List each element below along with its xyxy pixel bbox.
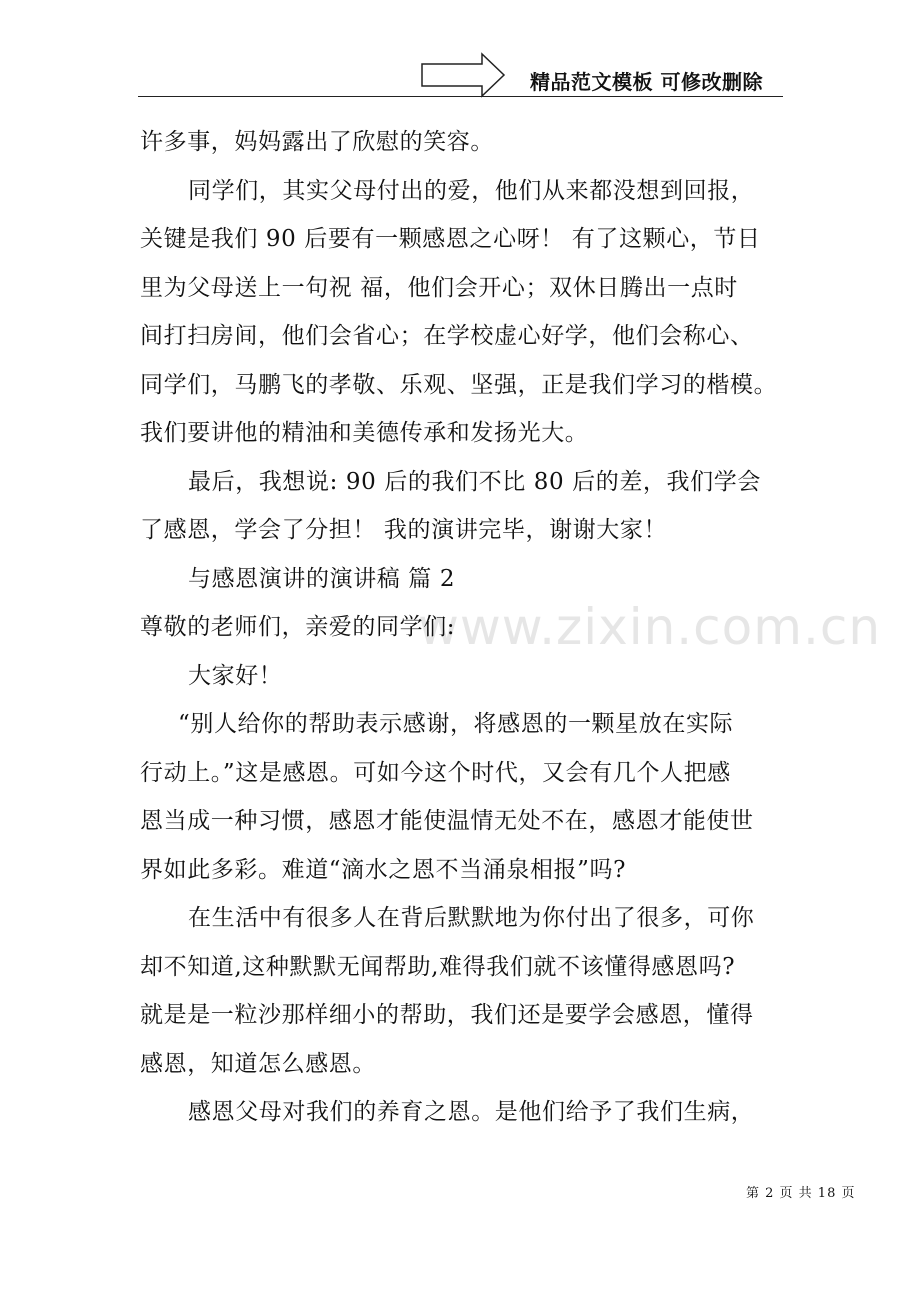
text-line: 感恩父母对我们的养育之恩。是他们给予了我们生病，: [188, 1099, 755, 1125]
text-line: 恩当成一种习惯，感恩才能使温情无处不在，感恩才能使世: [140, 808, 754, 834]
page-header: [0, 0, 920, 100]
text-line: 里为父母送上一句祝 福，他们会开心；双休日腾出一点时: [140, 274, 738, 301]
text-line: 间打扫房间，他们会省心；在学校虚心好学，他们会称心、: [140, 323, 754, 349]
text-line: 感恩，知道怎么感恩。: [140, 1050, 376, 1077]
arrow-right-icon: [420, 52, 506, 98]
text-line: 行动上。”这是感恩。可如今这个时代，又会有几个人把感: [140, 759, 731, 786]
section-heading: 与感恩演讲的演讲稿 篇 2: [188, 565, 456, 592]
watermark: www.zixin.com.cn: [418, 598, 882, 656]
text-line: 却不知道,这种默默无闻帮助,难得我们就不该懂得感恩吗?: [140, 953, 736, 980]
greeting: 大家好！: [188, 662, 283, 689]
text-line: 就是是一粒沙那样细小的帮助，我们还是要学会感恩，懂得: [140, 1002, 754, 1028]
text-line: 同学们，马鹏飞的孝敬、乐观、坚强，正是我们学习的楷模。: [140, 371, 778, 398]
text-line: 界如此多彩。难道“滴水之恩不当涌泉相报”吗?: [140, 856, 627, 883]
text-line: 许多事，妈妈露出了欣慰的笑容。: [140, 129, 494, 155]
text-line: “别人给你的帮助表示感谢，将感恩的一颗星放在实际: [178, 711, 734, 737]
text-line: 最后，我想说: 90 后的我们不比 80 后的差，我们学会: [188, 468, 761, 495]
text-line: 在生活中有很多人在背后默默地为你付出了很多，可你: [188, 905, 755, 931]
header-divider: [138, 96, 783, 97]
header-title: 精品范文模板 可修改删除: [530, 70, 763, 94]
salutation: 尊敬的老师们，亲爱的同学们:: [140, 614, 456, 640]
page-number: 第 2 页 共 18 页: [746, 1186, 856, 1201]
document-body: [140, 118, 785, 1137]
text-line: 关键是我们 90 后要有一颗感恩之心呀！ 有了这颗心，节日: [140, 226, 761, 252]
text-line: 同学们，其实父母付出的爱，他们从来都没想到回报，: [188, 177, 755, 204]
text-line: 了感恩，学会了分担！ 我的演讲完毕，谢谢大家！: [140, 517, 668, 543]
text-line: 我们要讲他的精油和美德传承和发扬光大。: [140, 420, 589, 446]
